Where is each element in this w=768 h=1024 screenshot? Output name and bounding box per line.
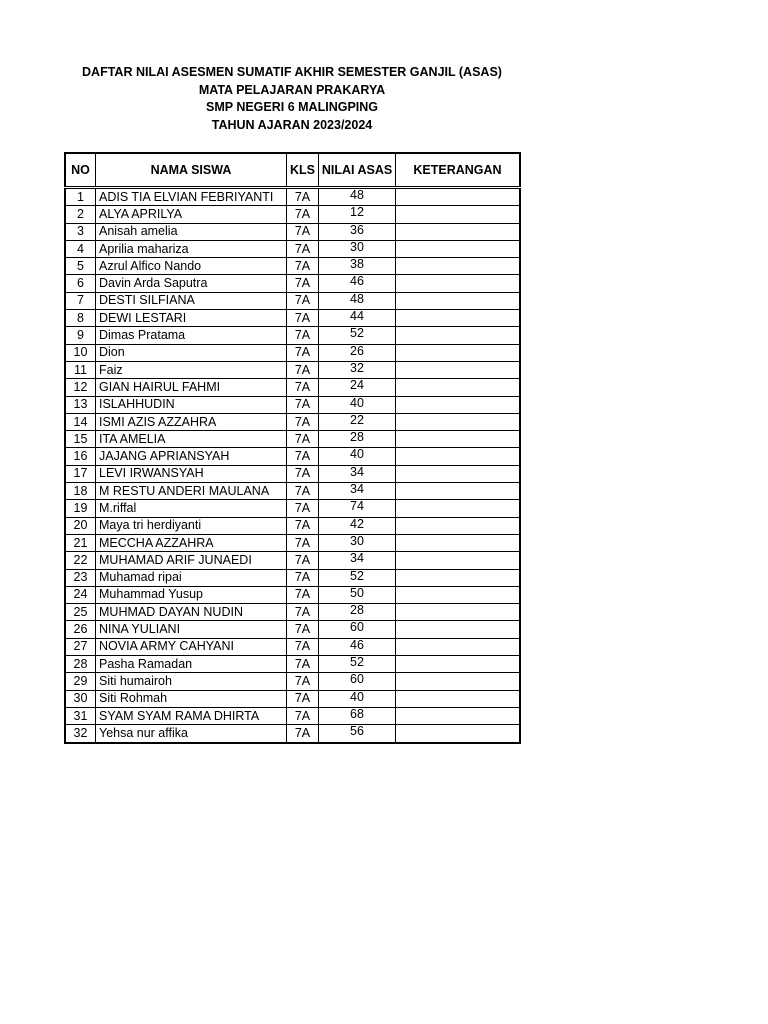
- cell-remarks: [396, 500, 521, 517]
- cell-score: 52: [319, 569, 396, 586]
- table-row: [65, 240, 520, 257]
- cell-remarks: [396, 569, 521, 586]
- cell-class: 7A: [287, 534, 319, 551]
- cell-no: 18: [65, 483, 96, 500]
- cell-no: 25: [65, 604, 96, 621]
- table-row: [65, 327, 520, 344]
- cell-score: 44: [319, 310, 396, 327]
- cell-student-name: ALYA APRILYA: [96, 206, 287, 223]
- cell-remarks: [396, 344, 521, 361]
- cell-remarks: [396, 361, 521, 378]
- table-row: [65, 638, 520, 655]
- cell-student-name: M.riffal: [96, 500, 287, 517]
- cell-remarks: [396, 638, 521, 655]
- cell-score: 46: [319, 275, 396, 292]
- column-header-nama-siswa: NAMA SISWA: [96, 153, 287, 188]
- cell-student-name: Muhammad Yusup: [96, 586, 287, 603]
- cell-no: 28: [65, 656, 96, 673]
- cell-remarks: [396, 188, 521, 206]
- table-row: [65, 707, 520, 724]
- column-header-kls: KLS: [287, 153, 319, 188]
- academic-year: TAHUN AJARAN 2023/2024: [211, 117, 373, 132]
- cell-remarks: [396, 673, 521, 690]
- table-row: [65, 656, 520, 673]
- cell-class: 7A: [287, 483, 319, 500]
- table-row: [65, 431, 520, 448]
- cell-score: 40: [319, 396, 396, 413]
- cell-student-name: MUHMAD DAYAN NUDIN: [96, 604, 287, 621]
- cell-student-name: GIAN HAIRUL FAHMI: [96, 379, 287, 396]
- cell-no: 22: [65, 552, 96, 569]
- cell-student-name: M RESTU ANDERI MAULANA: [96, 483, 287, 500]
- cell-remarks: [396, 258, 521, 275]
- cell-no: 12: [65, 379, 96, 396]
- table-row: [65, 361, 520, 378]
- cell-class: 7A: [287, 621, 319, 638]
- cell-remarks: [396, 431, 521, 448]
- cell-no: 30: [65, 690, 96, 707]
- cell-no: 31: [65, 707, 96, 724]
- cell-score: 26: [319, 344, 396, 361]
- table-row: [65, 448, 520, 465]
- cell-student-name: Dion: [96, 344, 287, 361]
- cell-score: 50: [319, 586, 396, 603]
- cell-no: 5: [65, 258, 96, 275]
- table-row: [65, 396, 520, 413]
- table-row: [65, 292, 520, 309]
- cell-student-name: Azrul Alfico Nando: [96, 258, 287, 275]
- document-header: [0, 64, 584, 134]
- cell-student-name: Muhamad ripai: [96, 569, 287, 586]
- cell-no: 20: [65, 517, 96, 534]
- cell-remarks: [396, 240, 521, 257]
- cell-no: 1: [65, 188, 96, 206]
- cell-remarks: [396, 483, 521, 500]
- cell-class: 7A: [287, 310, 319, 327]
- table-row: [65, 465, 520, 482]
- cell-score: 46: [319, 638, 396, 655]
- cell-student-name: ISMI AZIS AZZAHRA: [96, 413, 287, 430]
- cell-no: 21: [65, 534, 96, 551]
- cell-no: 14: [65, 413, 96, 430]
- cell-remarks: [396, 292, 521, 309]
- table-header-row: [65, 153, 520, 188]
- column-header-no: NO: [65, 153, 96, 188]
- cell-remarks: [396, 448, 521, 465]
- cell-no: 29: [65, 673, 96, 690]
- cell-class: 7A: [287, 465, 319, 482]
- table-row: [65, 621, 520, 638]
- cell-class: 7A: [287, 327, 319, 344]
- cell-student-name: Dimas Pratama: [96, 327, 287, 344]
- cell-remarks: [396, 621, 521, 638]
- cell-no: 11: [65, 361, 96, 378]
- cell-score: 48: [319, 188, 396, 206]
- grades-table: [64, 152, 521, 744]
- cell-no: 23: [65, 569, 96, 586]
- cell-remarks: [396, 517, 521, 534]
- cell-no: 17: [65, 465, 96, 482]
- cell-class: 7A: [287, 275, 319, 292]
- table-row: [65, 275, 520, 292]
- cell-student-name: MECCHA AZZAHRA: [96, 534, 287, 551]
- cell-remarks: [396, 327, 521, 344]
- cell-no: 2: [65, 206, 96, 223]
- cell-student-name: MUHAMAD ARIF JUNAEDI: [96, 552, 287, 569]
- cell-student-name: Aprilia mahariza: [96, 240, 287, 257]
- cell-no: 16: [65, 448, 96, 465]
- table-row: [65, 586, 520, 603]
- cell-class: 7A: [287, 188, 319, 206]
- cell-student-name: JAJANG APRIANSYAH: [96, 448, 287, 465]
- table-body: [65, 188, 520, 743]
- cell-class: 7A: [287, 656, 319, 673]
- cell-no: 6: [65, 275, 96, 292]
- table-row: [65, 258, 520, 275]
- table-row: [65, 552, 520, 569]
- cell-score: 34: [319, 483, 396, 500]
- cell-class: 7A: [287, 258, 319, 275]
- cell-remarks: [396, 725, 521, 743]
- cell-no: 19: [65, 500, 96, 517]
- column-header-keterangan: KETERANGAN: [396, 153, 521, 188]
- cell-class: 7A: [287, 552, 319, 569]
- subject-line: MATA PELAJARAN PRAKARYA: [198, 82, 386, 97]
- cell-student-name: Siti humairoh: [96, 673, 287, 690]
- cell-score: 52: [319, 656, 396, 673]
- cell-score: 38: [319, 258, 396, 275]
- table-row: [65, 188, 520, 206]
- cell-score: 40: [319, 690, 396, 707]
- cell-no: 3: [65, 223, 96, 240]
- cell-score: 60: [319, 621, 396, 638]
- cell-score: 30: [319, 534, 396, 551]
- cell-student-name: Davin Arda Saputra: [96, 275, 287, 292]
- cell-remarks: [396, 586, 521, 603]
- cell-remarks: [396, 465, 521, 482]
- cell-class: 7A: [287, 396, 319, 413]
- cell-class: 7A: [287, 638, 319, 655]
- table-row: [65, 517, 520, 534]
- cell-class: 7A: [287, 413, 319, 430]
- cell-student-name: Pasha Ramadan: [96, 656, 287, 673]
- cell-student-name: Siti Rohmah: [96, 690, 287, 707]
- cell-student-name: NINA YULIANI: [96, 621, 287, 638]
- cell-class: 7A: [287, 604, 319, 621]
- table-row: [65, 569, 520, 586]
- cell-remarks: [396, 310, 521, 327]
- cell-remarks: [396, 206, 521, 223]
- cell-no: 9: [65, 327, 96, 344]
- cell-score: 34: [319, 552, 396, 569]
- cell-score: 30: [319, 240, 396, 257]
- cell-no: 8: [65, 310, 96, 327]
- cell-remarks: [396, 604, 521, 621]
- cell-no: 32: [65, 725, 96, 743]
- cell-class: 7A: [287, 517, 319, 534]
- cell-student-name: SYAM SYAM RAMA DHIRTA: [96, 707, 287, 724]
- school-name: SMP NEGERI 6 MALINGPING: [205, 100, 378, 114]
- cell-class: 7A: [287, 673, 319, 690]
- cell-score: 52: [319, 327, 396, 344]
- cell-class: 7A: [287, 431, 319, 448]
- table-row: [65, 310, 520, 327]
- table-row: [65, 379, 520, 396]
- table-row: [65, 500, 520, 517]
- cell-no: 15: [65, 431, 96, 448]
- table-row: [65, 223, 520, 240]
- cell-student-name: DESTI SILFIANA: [96, 292, 287, 309]
- cell-remarks: [396, 656, 521, 673]
- cell-student-name: NOVIA ARMY CAHYANI: [96, 638, 287, 655]
- cell-score: 42: [319, 517, 396, 534]
- table-row: [65, 413, 520, 430]
- cell-score: 24: [319, 379, 396, 396]
- cell-score: 34: [319, 465, 396, 482]
- cell-remarks: [396, 275, 521, 292]
- cell-score: 32: [319, 361, 396, 378]
- cell-class: 7A: [287, 240, 319, 257]
- table-row: [65, 206, 520, 223]
- cell-score: 12: [319, 206, 396, 223]
- table-row: [65, 725, 520, 743]
- cell-remarks: [396, 534, 521, 551]
- table-row: [65, 604, 520, 621]
- cell-student-name: Yehsa nur affika: [96, 725, 287, 743]
- cell-score: 56: [319, 725, 396, 743]
- column-header-nilai-asas: NILAI ASAS: [319, 153, 396, 188]
- table-row: [65, 673, 520, 690]
- cell-class: 7A: [287, 448, 319, 465]
- cell-score: 48: [319, 292, 396, 309]
- cell-class: 7A: [287, 292, 319, 309]
- cell-class: 7A: [287, 379, 319, 396]
- cell-class: 7A: [287, 344, 319, 361]
- cell-no: 4: [65, 240, 96, 257]
- cell-score: 22: [319, 413, 396, 430]
- cell-student-name: Faiz: [96, 361, 287, 378]
- cell-no: 10: [65, 344, 96, 361]
- cell-class: 7A: [287, 690, 319, 707]
- cell-student-name: ADIS TIA ELVIAN FEBRIYANTI: [96, 188, 287, 206]
- cell-remarks: [396, 707, 521, 724]
- cell-score: 60: [319, 673, 396, 690]
- cell-class: 7A: [287, 707, 319, 724]
- table-row: [65, 483, 520, 500]
- table-row: [65, 534, 520, 551]
- cell-class: 7A: [287, 206, 319, 223]
- cell-score: 36: [319, 223, 396, 240]
- table-row: [65, 344, 520, 361]
- cell-no: 24: [65, 586, 96, 603]
- cell-remarks: [396, 223, 521, 240]
- cell-score: 28: [319, 604, 396, 621]
- cell-score: 74: [319, 500, 396, 517]
- cell-class: 7A: [287, 725, 319, 743]
- document-title: DAFTAR NILAI ASESMEN SUMATIF AKHIR SEMESTER GANJIL (ASAS): [82, 65, 502, 79]
- cell-student-name: ITA AMELIA: [96, 431, 287, 448]
- cell-student-name: Maya tri herdiyanti: [96, 517, 287, 534]
- cell-remarks: [396, 413, 521, 430]
- cell-no: 7: [65, 292, 96, 309]
- cell-no: 27: [65, 638, 96, 655]
- cell-no: 26: [65, 621, 96, 638]
- cell-remarks: [396, 552, 521, 569]
- cell-class: 7A: [287, 569, 319, 586]
- table-row: [65, 690, 520, 707]
- cell-class: 7A: [287, 586, 319, 603]
- cell-score: 40: [319, 448, 396, 465]
- cell-score: 68: [319, 707, 396, 724]
- cell-student-name: Anisah amelia: [96, 223, 287, 240]
- cell-remarks: [396, 396, 521, 413]
- cell-class: 7A: [287, 223, 319, 240]
- cell-student-name: ISLAHHUDIN: [96, 396, 287, 413]
- cell-remarks: [396, 690, 521, 707]
- cell-remarks: [396, 379, 521, 396]
- cell-score: 28: [319, 431, 396, 448]
- cell-class: 7A: [287, 500, 319, 517]
- cell-class: 7A: [287, 361, 319, 378]
- cell-student-name: DEWI LESTARI: [96, 310, 287, 327]
- cell-student-name: LEVI IRWANSYAH: [96, 465, 287, 482]
- cell-no: 13: [65, 396, 96, 413]
